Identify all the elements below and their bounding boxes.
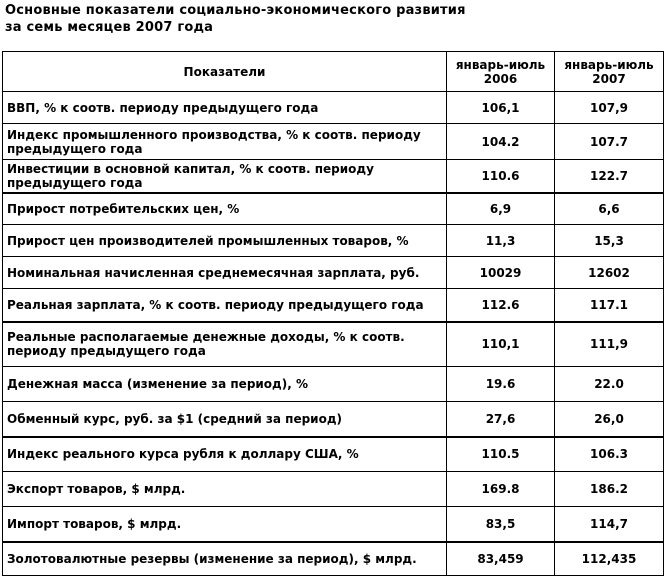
row-value-2007: 6,6 [555,193,664,225]
row-name: Инвестиции в основной капитал, % к соотв. периоду предыдущего года [3,160,447,193]
row-name: Индекс реального курса рубля к доллару США, % [3,437,447,472]
row-value-2006: 11,3 [447,225,555,257]
table-row [3,402,664,437]
table-row [3,322,664,367]
table-row [3,367,664,402]
row-name: ВВП, % к соотв. периоду предыдущего года [3,92,447,124]
header-indicator: Показатели [3,52,447,92]
row-value-2007: 106.3 [555,437,664,472]
row-value-2006: 19.6 [447,367,555,402]
table-header-row [3,52,664,92]
title-line-2: за семь месяцев 2007 года [5,20,214,35]
table-row [3,507,664,542]
table-row [3,124,664,160]
header-2006-period: январь-июль [455,57,546,72]
row-value-2006: 110,1 [447,322,555,367]
row-value-2006: 112.6 [447,289,555,322]
table-row [3,160,664,193]
row-value-2006: 27,6 [447,402,555,437]
row-value-2007: 117.1 [555,289,664,322]
row-name: Золотовалютные резервы (изменение за период), $ млрд. [3,542,447,576]
row-value-2007: 186.2 [555,472,664,507]
table-row [3,225,664,257]
table-row [3,472,664,507]
row-name: Реальные располагаемые денежные доходы, % к соотв. периоду предыдущего года [3,322,447,367]
table-row [3,289,664,322]
row-name: Денежная масса (изменение за период), % [3,367,447,402]
row-value-2007: 26,0 [555,402,664,437]
row-name: Импорт товаров, $ млрд. [3,507,447,542]
row-name: Прирост потребительских цен, % [3,193,447,225]
row-value-2007: 114,7 [555,507,664,542]
row-name: Индекс промышленного производства, % к соотв. периоду предыдущего года [3,124,447,160]
row-value-2007: 107.7 [555,124,664,160]
row-value-2007: 112,435 [555,542,664,576]
row-value-2006: 110.5 [447,437,555,472]
row-value-2006: 106,1 [447,92,555,124]
row-name: Номинальная начисленная среднемесячная зарплата, руб. [3,257,447,289]
row-name: Обменный курс, руб. за $1 (средний за период) [3,402,447,437]
row-value-2007: 122.7 [555,160,664,193]
table-row [3,193,664,225]
row-name: Прирост цен производителей промышленных товаров, % [3,225,447,257]
title-line-1: Основные показатели социально-экономического развития [5,3,466,18]
table-row [3,257,664,289]
table-row [3,437,664,472]
indicators-table [2,51,664,576]
table-row [3,542,664,576]
row-value-2006: 104.2 [447,124,555,160]
row-value-2006: 10029 [447,257,555,289]
row-value-2007: 12602 [555,257,664,289]
row-value-2006: 110.6 [447,160,555,193]
header-2006 [447,52,555,92]
header-2006-year: 2006 [483,71,518,86]
document-title [5,2,466,36]
row-value-2006: 83,5 [447,507,555,542]
row-value-2007: 111,9 [555,322,664,367]
row-value-2006: 83,459 [447,542,555,576]
row-name: Экспорт товаров, $ млрд. [3,472,447,507]
row-value-2006: 6,9 [447,193,555,225]
row-value-2007: 22.0 [555,367,664,402]
header-2007 [555,52,664,92]
header-2007-year: 2007 [592,71,626,86]
header-2007-period: январь-июль [564,57,654,72]
row-value-2007: 15,3 [555,225,664,257]
row-value-2006: 169.8 [447,472,555,507]
row-value-2007: 107,9 [555,92,664,124]
table-row [3,92,664,124]
row-name: Реальная зарплата, % к соотв. периоду предыдущего года [3,289,447,322]
